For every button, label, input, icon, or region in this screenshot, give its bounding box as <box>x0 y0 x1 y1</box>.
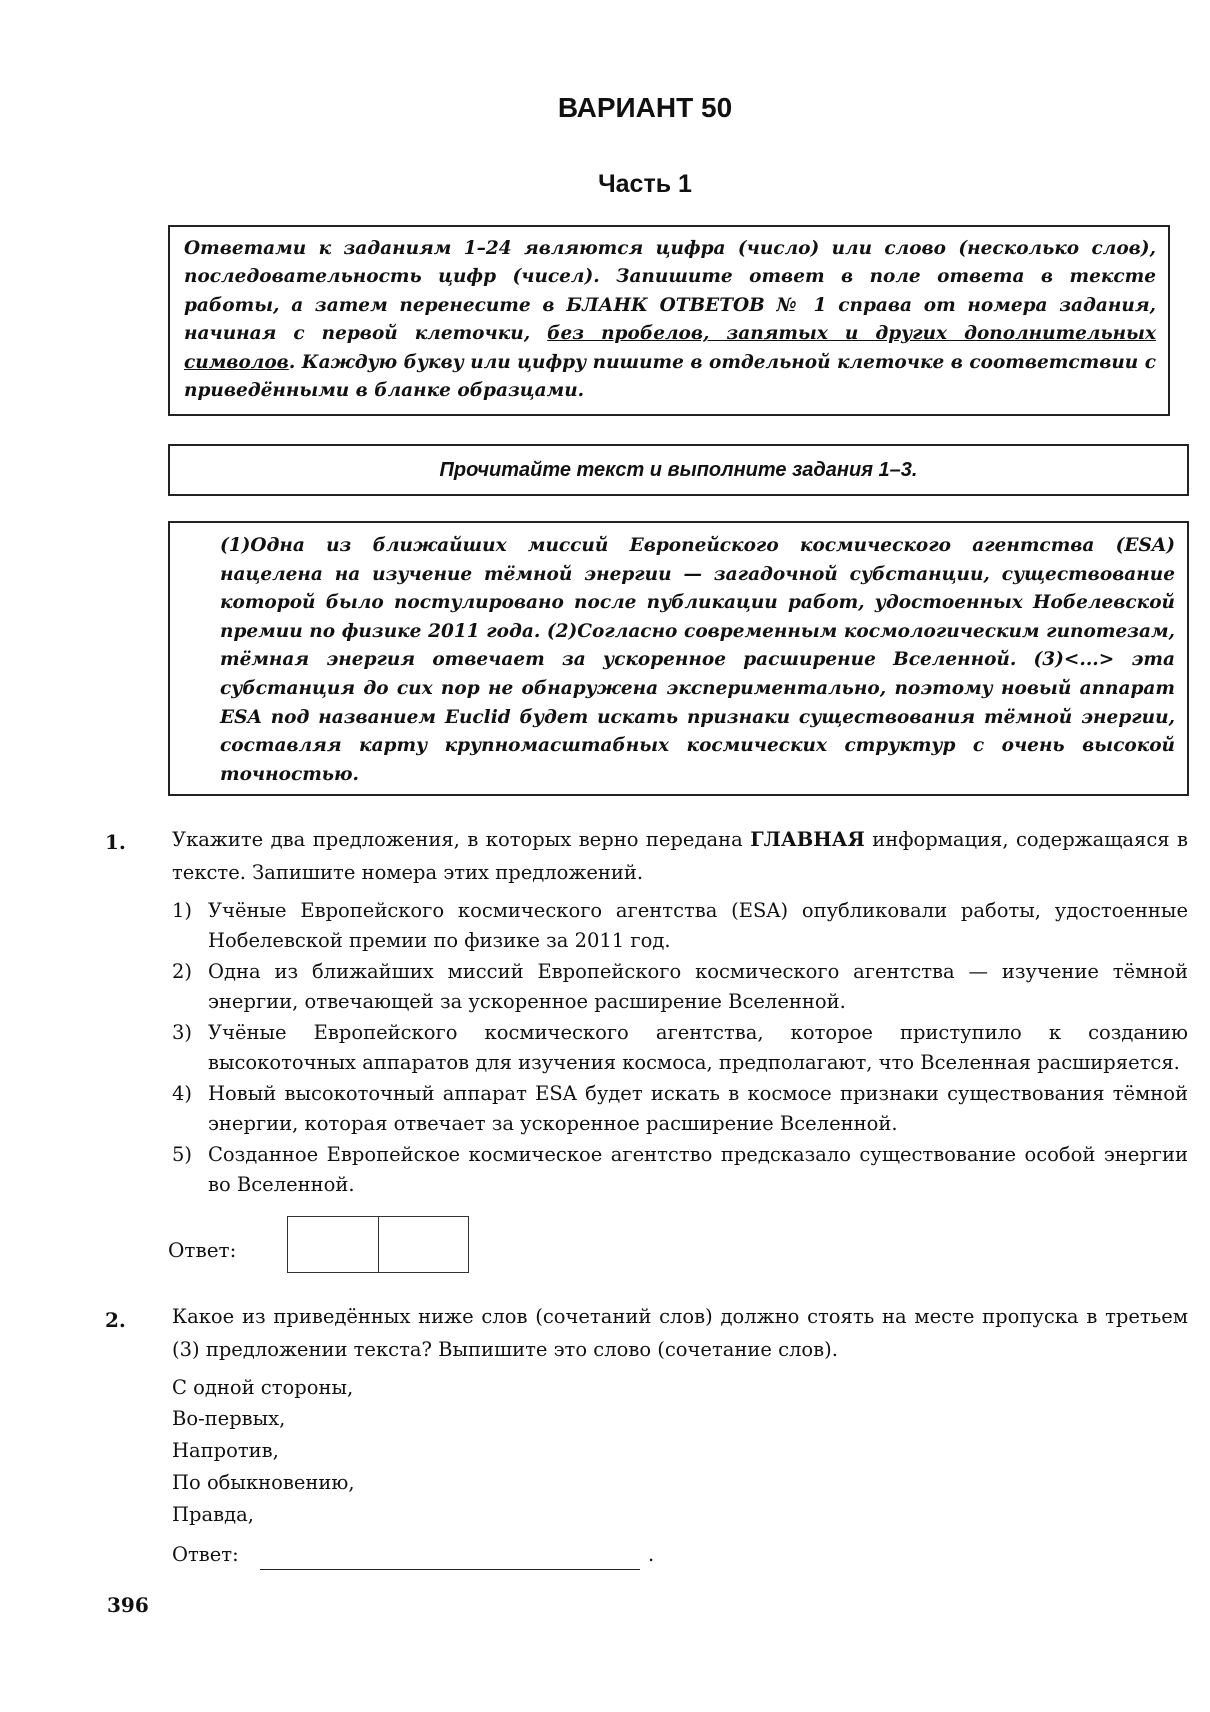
option-number: 1) <box>172 899 193 922</box>
word-option-1: С одной стороны, <box>172 1376 354 1399</box>
question-1-text <box>172 823 1188 889</box>
question-1-text-bold: ГЛАВНАЯ <box>750 828 865 851</box>
option-2 <box>172 957 1188 1017</box>
question-2-number: 2. <box>105 1308 126 1332</box>
option-number: 3) <box>172 1021 193 1044</box>
instructions-text-end: . Каждую букву или цифру пишите в отдельной клеточке в соответствии с приведёнными в бланке образцами. <box>184 351 1156 402</box>
question-2-text: Какое из приведённых ниже слов (сочетаний слов) должно стоять на месте пропуска в третьем (3) предложении текста? Выпишите это слово (сочетание слов). <box>172 1305 1188 1361</box>
passage-box <box>168 521 1189 796</box>
word-option-3: Напротив, <box>172 1439 279 1462</box>
option-text: Одна из ближайших миссий Европейского космического агентства — изучение тёмной энергии, отвечающей за ускоренное расширение Вселенной. <box>208 960 1188 1013</box>
option-text: Учёные Европейского космического агентства (ESA) опубликовали работы, удостоенные Нобелевской премии по физике за 2011 год. <box>208 899 1188 952</box>
answer-2-line[interactable] <box>260 1568 640 1570</box>
answer-1-cells[interactable] <box>287 1216 469 1273</box>
option-text: Учёные Европейского космического агентства, которое приступило к созданию высокоточных аппаратов для изучения космоса, предполагают, что Вселенная расширяется. <box>208 1021 1188 1074</box>
question-1-number: 1. <box>105 830 126 854</box>
instructions-text: Ответами к заданиям 1–24 являются цифра (число) или слово (несколько слов), последовательность цифр (чисел). Запишите ответ в поле ответа в тексте работы, а затем перенесите в БЛАНК ОТВЕТОВ № 1 справа от номера задания, начиная с первой клеточки, <box>184 238 1156 345</box>
question-1-text-start: Укажите два предложения, в которых верно передана <box>172 828 751 851</box>
option-text: Созданное Европейское космическое агентство предсказало существование особой энергии во Вселенной. <box>208 1143 1188 1196</box>
option-3 <box>172 1018 1188 1078</box>
word-option-2: Во-первых, <box>172 1407 286 1430</box>
answer-2-label: Ответ: <box>172 1543 239 1566</box>
option-number: 2) <box>172 960 193 983</box>
question-1-text-end: информация, содержащаяся в тексте. Запишите номера этих предложений. <box>172 828 1188 884</box>
option-1 <box>172 896 1188 956</box>
read-prompt: Прочитайте текст и выполните задания 1–3. <box>168 444 1189 496</box>
passage-text: (1)Одна из ближайших миссий Европейского космического агентства (ESA) нацелена на изучение тёмной энергии — загадочной субстанции, существование которой было постулировано после публикации работ, удостоенных Нобелевской премии по физике 2011 года. (2)Согласно современным космологическим гипотезам, тёмная энергия отвечает за ускоренное расширение Вселенной. (3)<...> эта субстанция до сих пор не обнаружена экспериментально, поэтому новый аппарат ESA под названием Euclid будет искать признаки существования тёмной энергии, составляя карту крупномасштабных космических структур с очень высокой точностью. <box>220 535 1175 785</box>
word-option-5: Правда, <box>172 1503 254 1526</box>
variant-title: ВАРИАНТ 50 <box>557 92 733 123</box>
part-title: Часть 1 <box>598 170 692 198</box>
option-5 <box>172 1140 1188 1200</box>
answer-cell[interactable] <box>378 1217 469 1272</box>
answer-1-label: Ответ: <box>168 1238 237 1262</box>
option-text: Новый высокоточный аппарат ESA будет искать в космосе признаки существования тёмной энергии, которая отвечает за ускоренное расширение Вселенной. <box>208 1082 1188 1135</box>
option-4 <box>172 1079 1188 1139</box>
instructions-underlined: без пробелов, запятых и других дополнительных символов <box>184 323 1156 373</box>
page-number: 396 <box>107 1593 149 1617</box>
option-number: 5) <box>172 1143 193 1166</box>
option-number: 4) <box>172 1082 193 1105</box>
answer-cell[interactable] <box>288 1217 378 1272</box>
instructions-box <box>168 225 1170 416</box>
word-option-4: По обыкновению, <box>172 1471 355 1494</box>
answer-2-period: . <box>648 1543 655 1566</box>
